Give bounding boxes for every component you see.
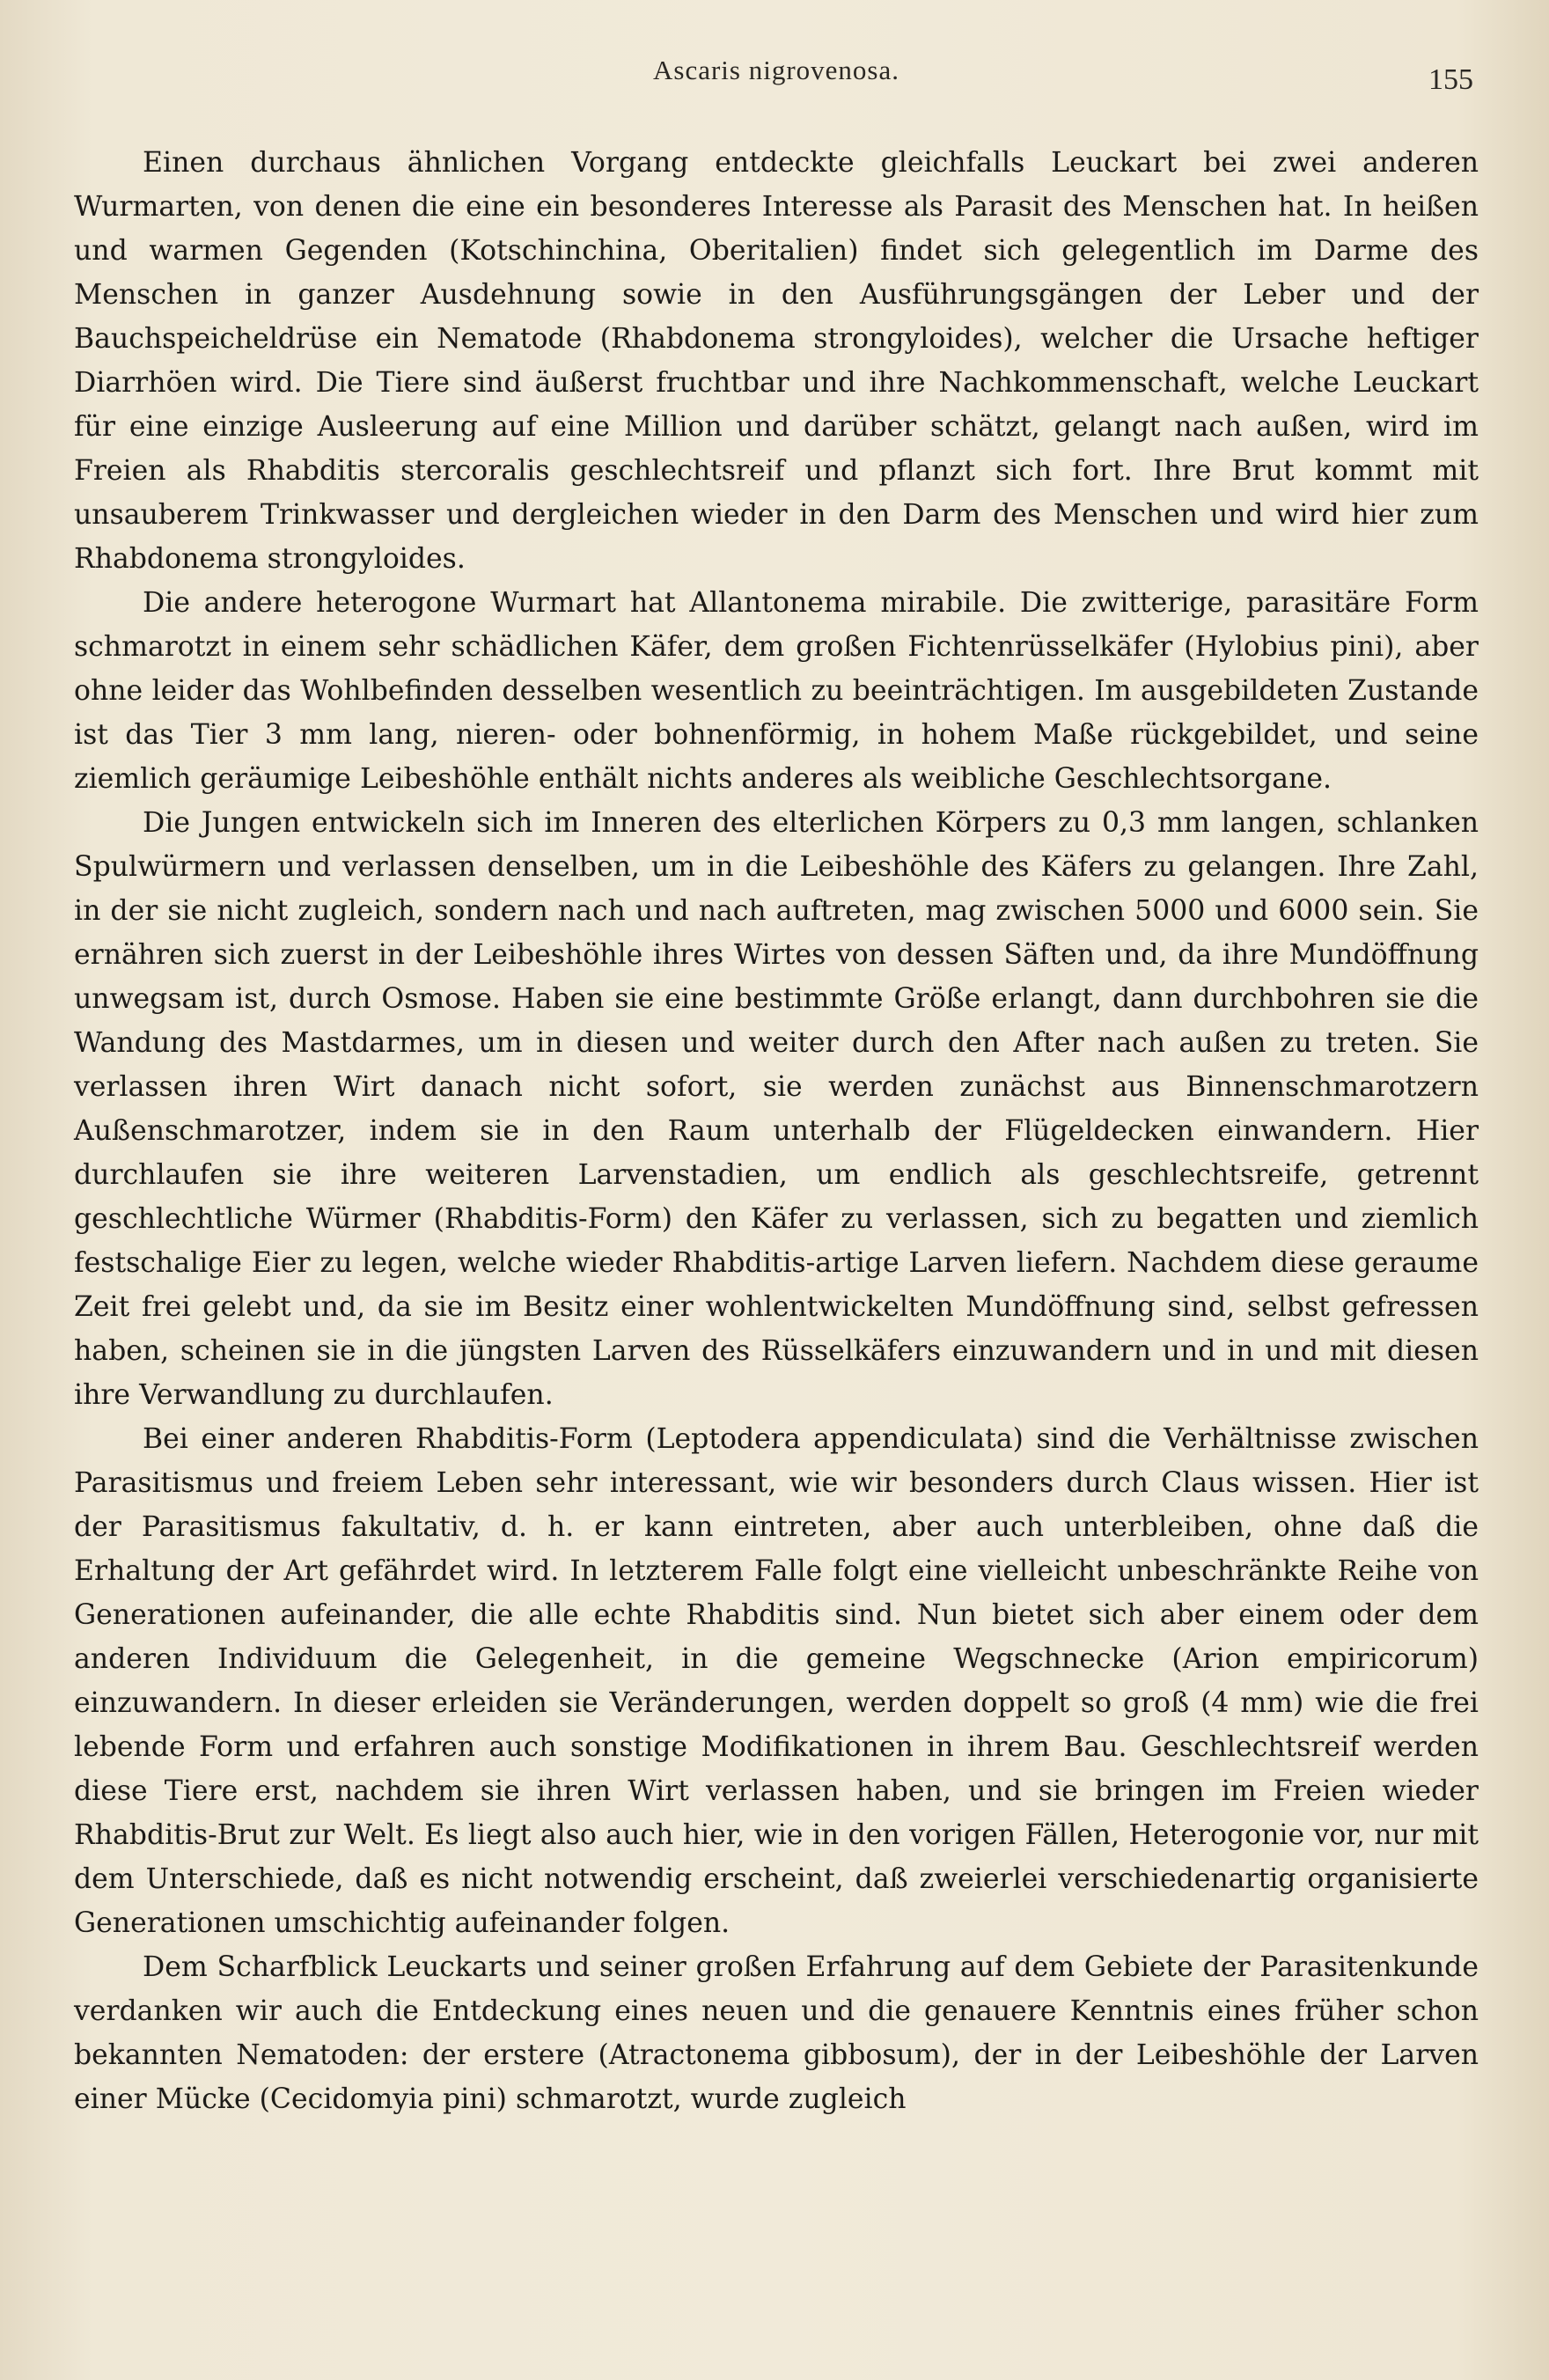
- paragraph-4: Bei einer anderen Rhabditis-Form (Leptodera appendiculata) sind die Verhältnisse zwischen Parasitismus und freiem Leben sehr interessant, wie wir besonders durch Claus wissen. Hier ist der Parasitismus fakultativ, d. h. er kann eintreten, aber auch unterbleiben, ohne daß die Erhaltung der Art gefährdet wird. In letzterem Falle folgt eine vielleicht unbeschränkte Reihe von Generationen aufeinander, die alle echte Rhabditis sind. Nun bietet sich aber einem oder dem anderen Individuum die Gelegenheit, in die gemeine Wegschnecke (Arion empiricorum) einzuwandern. In dieser erleiden sie Veränderungen, werden doppelt so groß (4 mm) wie die frei lebende Form und erfahren auch sonstige Modifikationen in ihrem Bau. Geschlechtsreif werden diese Tiere erst, nachdem sie ihren Wirt verlassen haben, und sie bringen im Freien wieder Rhabditis-Brut zur Welt. Es liegt also auch hier, wie in den vorigen Fällen, Heterogonie vor, nur mit dem Unterschiede, daß es nicht notwendig erscheint, daß zweierlei verschiedenartig organisierte Generationen umschichtig aufeinander folgen.: [74, 1423, 1479, 1939]
- page-number: 155: [1428, 63, 1473, 96]
- body-text: [74, 141, 1479, 2121]
- paragraph-3: Die Jungen entwickeln sich im Inneren des elterlichen Körpers zu 0,3 mm langen, schlanken Spulwürmern und verlassen denselben, um in die Leibeshöhle des Käfers zu gelangen. Ihre Zahl, in der sie nicht zugleich, sondern nach und nach auftreten, mag zwischen 5000 und 6000 sein. Sie ernähren sich zuerst in der Leibeshöhle ihres Wirtes von dessen Säften und, da ihre Mundöffnung unwegsam ist, durch Osmose. Haben sie eine bestimmte Größe erlangt, dann durchbohren sie die Wandung des Mastdarmes, um in diesen und weiter durch den After nach außen zu treten. Sie verlassen ihren Wirt danach nicht sofort, sie werden zunächst aus Binnenschmarotzern Außenschmarotzer, indem sie in den Raum unterhalb der Flügeldecken einwandern. Hier durchlaufen sie ihre weiteren Larvenstadien, um endlich als geschlechtsreife, getrennt geschlechtliche Würmer (Rhabditis-Form) den Käfer zu verlassen, sich zu begatten und ziemlich festschalige Eier zu legen, welche wieder Rhabditis-artige Larven liefern. Nachdem diese geraume Zeit frei gelebt und, da sie im Besitz einer wohlentwickelten Mundöffnung sind, selbst gefressen haben, scheinen sie in die jüngsten Larven des Rüsselkäfers einzuwandern und in und mit diesen ihre Verwandlung zu durchlaufen.: [74, 807, 1479, 1411]
- running-head: Ascaris nigrovenosa.: [653, 55, 899, 85]
- page-header: [74, 55, 1479, 116]
- paragraph-1: Einen durchaus ähnlichen Vorgang entdeckte gleichfalls Leuckart bei zwei anderen Wurmarten, von denen die eine ein besonderes Interesse als Parasit des Menschen hat. In heißen und warmen Gegenden (Kotschinchina, Oberitalien) findet sich gelegentlich im Darme des Menschen in ganzer Ausdehnung sowie in den Ausführungsgängen der Leber und der Bauchspeicheldrüse ein Nematode (Rhabdonema strongyloides), welcher die Ursache heftiger Diarrhöen wird. Die Tiere sind äußerst fruchtbar und ihre Nachkommenschaft, welche Leuckart für eine einzige Ausleerung auf eine Million und darüber schätzt, gelangt nach außen, wird im Freien als Rhabditis stercoralis geschlechtsreif und pflanzt sich fort. Ihre Brut kommt mit unsauberem Trinkwasser und dergleichen wieder in den Darm des Menschen und wird hier zum Rhabdonema strongyloides.: [74, 147, 1479, 575]
- paragraph-2: Die andere heterogone Wurmart hat Allantonema mirabile. Die zwitterige, parasitäre Form schmarotzt in einem sehr schädlichen Käfer, dem großen Fichtenrüsselkäfer (Hylobius pini), aber ohne leider das Wohlbefinden desselben wesentlich zu beeinträchtigen. Im ausgebildeten Zustande ist das Tier 3 mm lang, nieren- oder bohnenförmig, in hohem Maße rückgebildet, und seine ziemlich geräumige Leibeshöhle enthält nichts anderes als weibliche Geschlechtsorgane.: [74, 587, 1479, 795]
- paragraph-5: Dem Scharfblick Leuckarts und seiner großen Erfahrung auf dem Gebiete der Parasitenkunde verdanken wir auch die Entdeckung eines neuen und die genauere Kenntnis eines früher schon bekannten Nematoden: der erstere (Atractonema gibbosum), der in der Leibeshöhle der Larven einer Mücke (Cecidomyia pini) schmarotzt, wurde zugleich: [74, 1951, 1479, 2115]
